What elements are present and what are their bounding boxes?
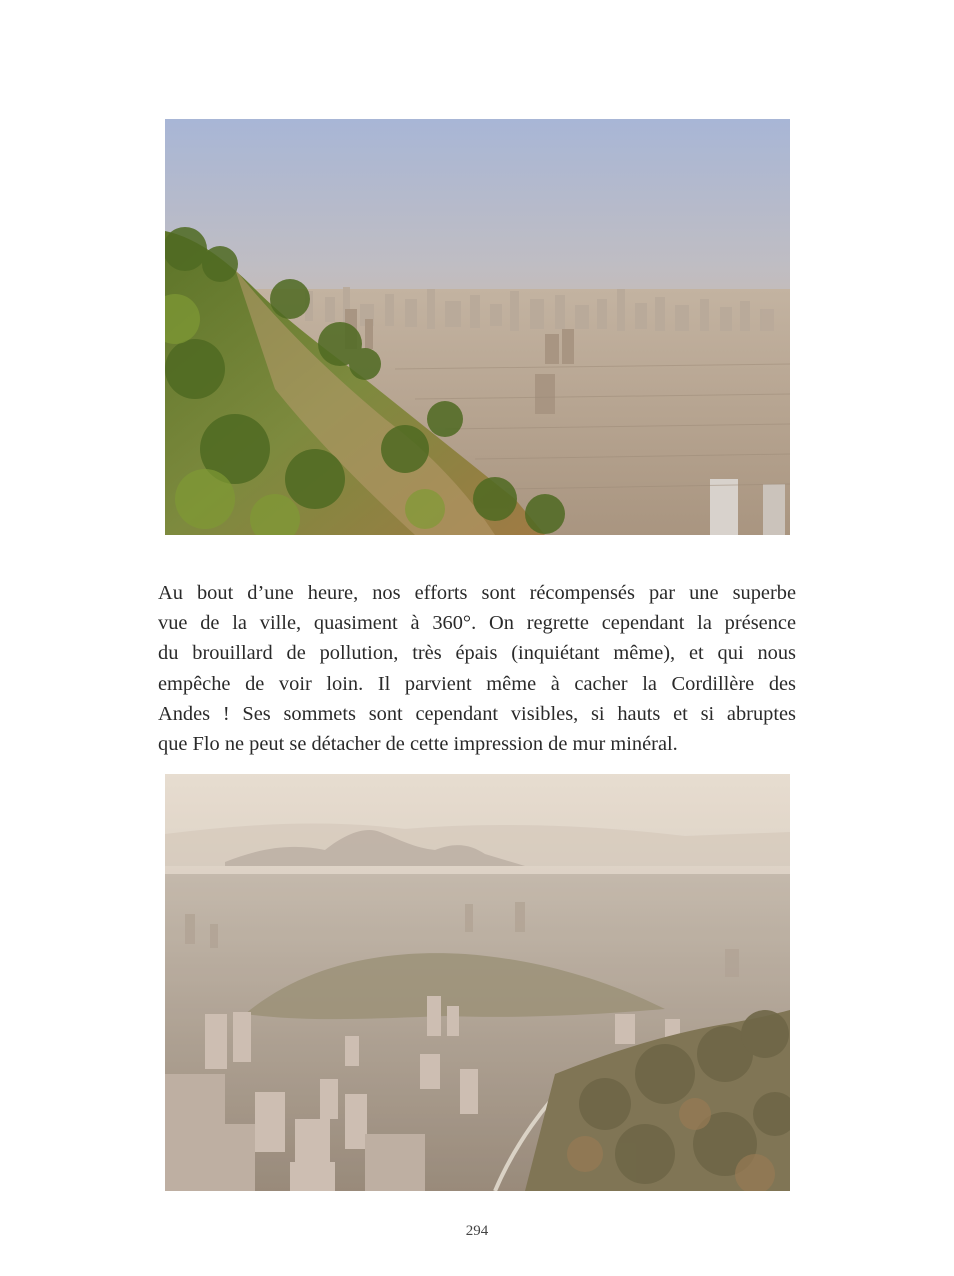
paragraph-line: Andes ! Ses sommets sont cependant visibles, si hauts et si abruptes xyxy=(158,702,796,725)
paragraph-line: Au bout d’une heure, nos efforts sont récompensés par une superbe xyxy=(158,582,796,604)
page-number: 294 xyxy=(465,1223,489,1239)
city-view-photo-bottom xyxy=(165,774,790,1191)
hazy-city-mountains-image xyxy=(165,774,790,1191)
paragraph-line: que Flo ne peut se détacher de cette impression de mur minéral. xyxy=(158,733,678,756)
city-view-photo-top xyxy=(165,119,790,535)
paragraph-line: vue de la ville, quasiment à 360°. On regrette cependant la présence xyxy=(158,612,796,635)
paragraph-line: du brouillard de pollution, très épais (inquiétant même), et qui nous xyxy=(158,642,796,665)
paragraph-line: empêche de voir loin. Il parvient même à cacher la Cordillère des xyxy=(158,672,796,695)
body-paragraph xyxy=(158,578,796,759)
hillside-city-image xyxy=(165,119,790,535)
